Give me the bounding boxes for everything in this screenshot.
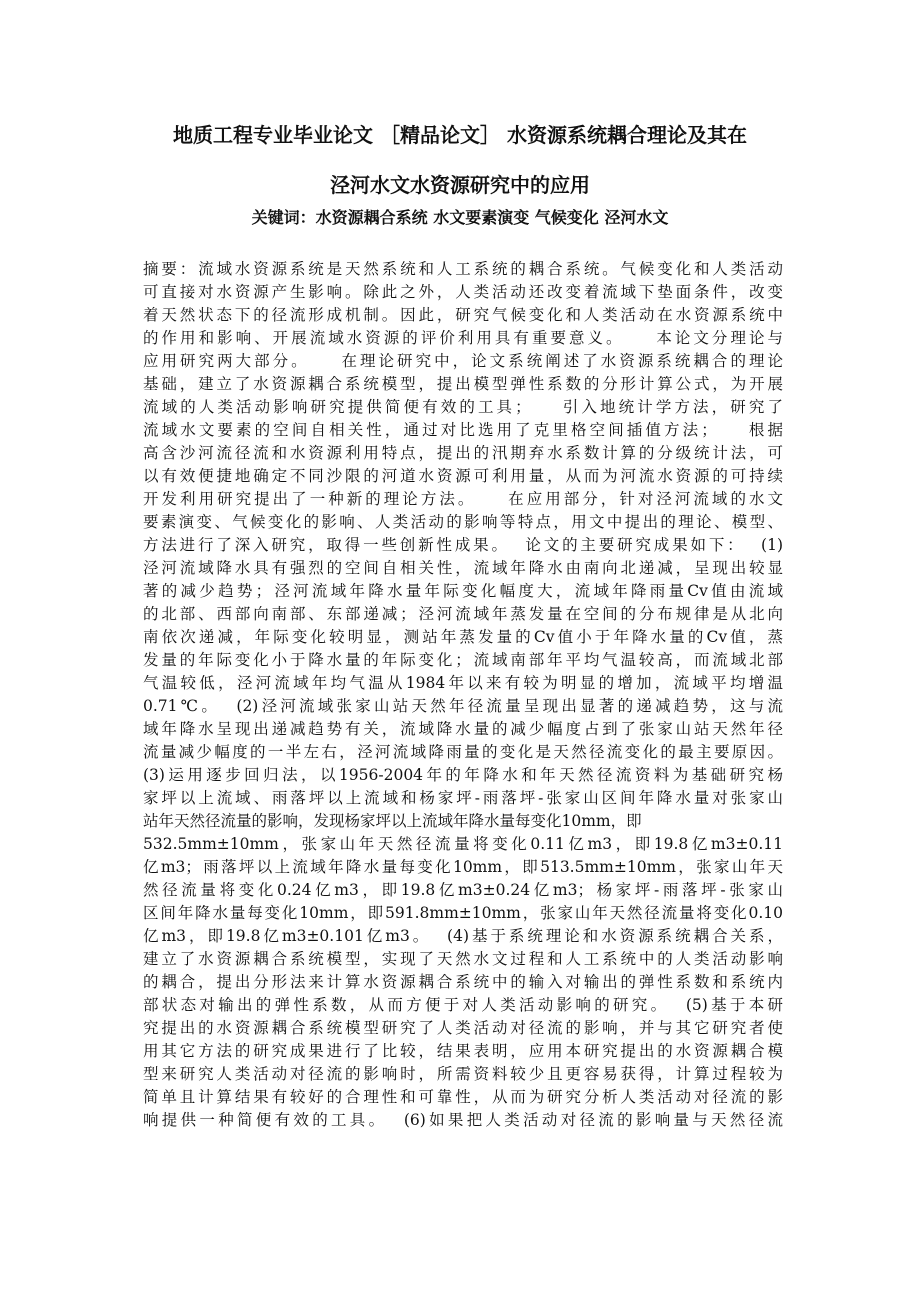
abstract-line: 的作用和影响、开展流域水资源的评价利用具有重要意义。 本论文分理论与: [143, 329, 783, 347]
abstract-line: 亿m3，即19.8亿m3±0.101亿m3。 (4)基于系统理论和水资源系统耦合关系，: [143, 927, 783, 945]
abstract-line: 摘要：流域水资源系统是天然系统和人工系统的耦合系统。气候变化和人类活动: [143, 260, 783, 278]
abstract-line: 流域水文要素的空间自相关性，通过对比选用了克里格空间插值方法； 根据: [143, 421, 783, 439]
abstract-line: 站年天然径流量的影响，发现杨家坪以上流域年降水量每变化10mm，即: [143, 812, 642, 830]
abstract-line: 部状态对输出的弹性系数，从而方便于对人类活动影响的研究。 (5)基于本研: [143, 996, 783, 1014]
abstract-body: [143, 258, 783, 1132]
abstract-line: 着天然状态下的径流形成机制。因此，研究气候变化和人类活动在水资源系统中: [143, 306, 783, 324]
abstract-line: 简单且计算结果有较好的合理性和可靠性，从而为研究分析人类活动对径流的影: [143, 1088, 783, 1106]
abstract-line: 南依次递减，年际变化较明显，测站年蒸发量的Cv值小于年降水量的Cv值，蒸: [143, 628, 783, 646]
abstract-line: 建立了水资源耦合系统模型，实现了天然水文过程和人工系统中的人类活动影响: [143, 950, 783, 968]
abstract-line: 流域的人类活动影响研究提供简便有效的工具； 引入地统计学方法，研究了: [143, 398, 783, 416]
abstract-line: 家坪以上流域、雨落坪以上流域和杨家坪-雨落坪-张家山区间年降水量对张家山: [143, 789, 783, 807]
keywords: 关键词：水资源耦合系统 水文要素演变 气候变化 泾河水文: [251, 208, 669, 227]
abstract-line: 流量减少幅度的一半左右，泾河流域降雨量的变化是天然径流变化的最主要原因。: [143, 743, 783, 761]
abstract-line: 高含沙河流径流和水资源利用特点，提出的汛期弃水系数计算的分级统计法，可: [143, 444, 783, 462]
abstract-line: 发量的年际变化小于降水量的年际变化；流域南部年平均气温较高，而流域北部: [143, 651, 783, 669]
abstract-line: 泾河流域降水具有强烈的空间自相关性，流域年降水由南向北递减，呈现出较显: [143, 559, 783, 577]
abstract-line: 要素演变、气候变化的影响、人类活动的影响等特点，用文中提出的理论、模型、: [143, 513, 783, 531]
abstract-line: 基础，建立了水资源耦合系统模型，提出模型弹性系数的分形计算公式，为开展: [143, 375, 783, 393]
abstract-line: 532.5mm±10mm，张家山年天然径流量将变化0.11亿m3，即19.8亿m3±0.11: [143, 835, 783, 853]
abstract-line: 0.71℃。 (2)泾河流域张家山站天然年径流量呈现出显著的递减趋势，这与流: [143, 697, 783, 715]
abstract-line: 用其它方法的研究成果进行了比较，结果表明，应用本研究提出的水资源耦合模: [143, 1042, 783, 1060]
abstract-line: 开发利用研究提出了一种新的理论方法。 在应用部分，针对泾河流域的水文: [143, 490, 783, 508]
abstract-line: 方法进行了深入研究，取得一些创新性成果。 论文的主要研究成果如下： (1): [143, 536, 783, 554]
abstract-line: 究提出的水资源耦合系统模型研究了人类活动对径流的影响，并与其它研究者使: [143, 1019, 783, 1037]
abstract-line: 型来研究人类活动对径流的影响时，所需资料较少且更容易获得，计算过程较为: [143, 1065, 783, 1083]
abstract-line: 应用研究两大部分。 在理论研究中，论文系统阐述了水资源系统耦合的理论: [143, 352, 783, 370]
abstract-line: 气温较低，泾河流域年均气温从1984年以来有较为明显的增加，流域平均增温: [143, 674, 783, 692]
abstract-line: 区间年降水量每变化10mm，即591.8mm±10mm，张家山年天然径流量将变化0.10: [143, 904, 783, 922]
abstract-line: 的北部、西部向南部、东部递减；泾河流域年蒸发量在空间的分布规律是从北向: [143, 605, 783, 623]
abstract-line: 域年降水呈现出递减趋势有关，流域降水量的减少幅度占到了张家山站天然年径: [143, 720, 783, 738]
abstract-line: 以有效便捷地确定不同沙限的河道水资源可利用量，从而为河流水资源的可持续: [143, 467, 783, 485]
title-line-1: 地质工程专业毕业论文 ［精品论文］ 水资源系统耦合理论及其在: [173, 123, 747, 147]
abstract-line: 可直接对水资源产生影响。除此之外，人类活动还改变着流域下垫面条件，改变: [143, 283, 783, 301]
abstract-line: 然径流量将变化0.24亿m3，即19.8亿m3±0.24亿m3；杨家坪-雨落坪-张家山: [143, 881, 783, 899]
abstract-line: 著的减少趋势；泾河流域年降水量年际变化幅度大，流域年降雨量Cv值由流域: [143, 582, 783, 600]
abstract-line: (3)运用逐步回归法，以1956-2004年的年降水和年天然径流资料为基础研究杨: [143, 766, 783, 784]
abstract-line: 亿m3；雨落坪以上流域年降水量每变化10mm，即513.5mm±10mm，张家山年天: [143, 858, 783, 876]
title-line-2: 泾河水文水资源研究中的应用: [330, 173, 590, 197]
abstract-line: 的耦合，提出分形法来计算水资源耦合系统中的输入对输出的弹性系数和系统内: [143, 973, 783, 991]
abstract-line: 响提供一种简便有效的工具。 (6)如果把人类活动对径流的影响量与天然径流: [143, 1111, 783, 1129]
